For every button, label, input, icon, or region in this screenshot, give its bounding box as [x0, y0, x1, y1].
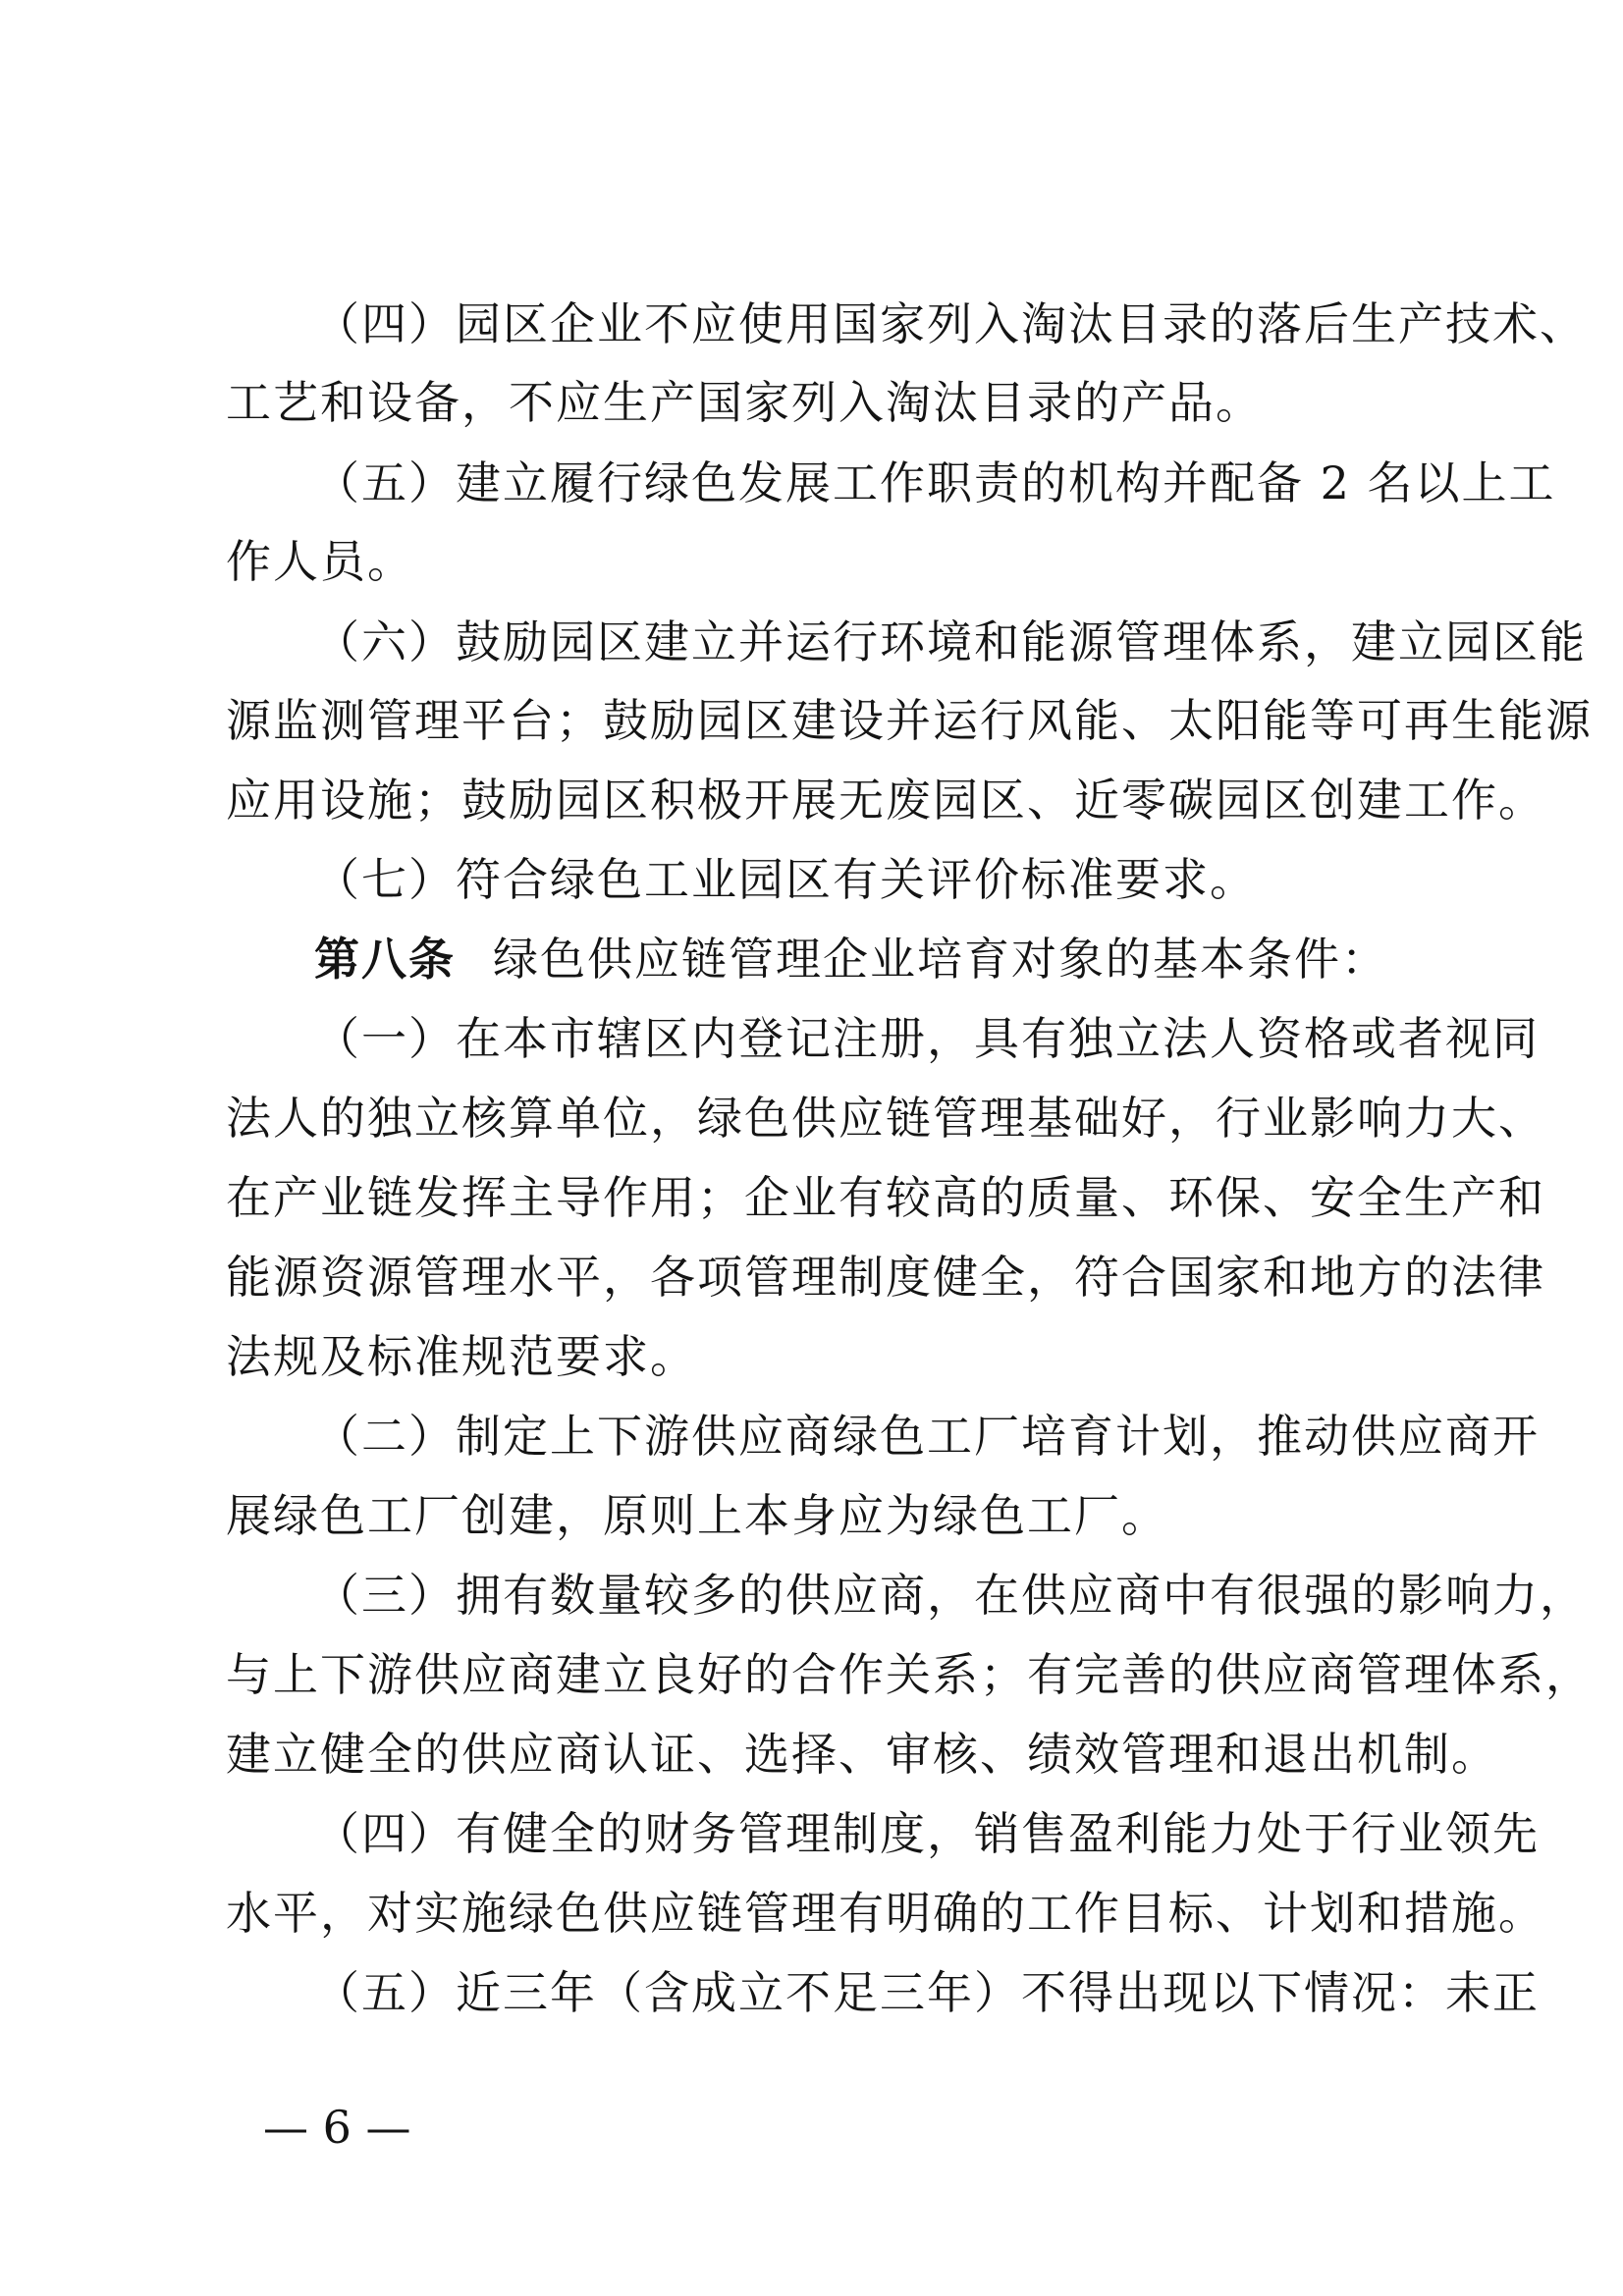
paragraph-line: （二）制定上下游供应商绿色工厂培育计划，推动供应商开 — [314, 1410, 1540, 1463]
paragraph-line: 法人的独立核算单位，绿色供应链管理基础好，行业影响力大、 — [226, 1092, 1545, 1145]
paragraph-line: 建立健全的供应商认证、选择、审核、绩效管理和退出机制。 — [226, 1728, 1498, 1781]
paragraph-line: （五）近三年（含成立不足三年）不得出现以下情况：未正 — [314, 1966, 1540, 2019]
paragraph-line: （三）拥有数量较多的供应商，在供应商中有很强的影响力， — [314, 1569, 1587, 1622]
article-heading-label: 第八条 — [314, 933, 456, 986]
paragraph-line: 水平，对实施绿色供应链管理有明确的工作目标、计划和措施。 — [226, 1887, 1545, 1940]
paragraph-line: （五）建立履行绿色发展工作职责的机构并配备 2 名以上工 — [314, 456, 1556, 509]
paragraph-line: 与上下游供应商建立良好的合作关系；有完善的供应商管理体系， — [226, 1648, 1593, 1701]
paragraph-line: 法规及标准规范要求。 — [226, 1330, 697, 1383]
paragraph-line: （一）在本市辖区内登记注册，具有独立法人资格或者视同 — [314, 1012, 1540, 1065]
paragraph-line: 工艺和设备，不应生产国家列入淘汰目录的产品。 — [226, 376, 1263, 429]
paragraph-line: 在产业链发挥主导作用；企业有较高的质量、环保、安全生产和 — [226, 1171, 1545, 1224]
paragraph-line: 能源资源管理水平，各项管理制度健全，符合国家和地方的法律 — [226, 1251, 1545, 1304]
article-heading-line — [314, 920, 1429, 998]
paragraph-line: 应用设施；鼓励园区积极开展无废园区、近零碳园区创建工作。 — [226, 774, 1545, 827]
page-number: — 6 — — [263, 2101, 411, 2154]
article-heading-text: 绿色供应链管理企业培育对象的基本条件： — [493, 933, 1388, 986]
paragraph-line: 源监测管理平台；鼓励园区建设并运行风能、太阳能等可再生能源 — [226, 694, 1593, 747]
paragraph-line: 作人员。 — [226, 535, 414, 588]
paragraph-line: （四）园区企业不应使用国家列入淘汰目录的落后生产技术、 — [314, 297, 1587, 350]
paragraph-line: （四）有健全的财务管理制度，销售盈利能力处于行业领先 — [314, 1807, 1540, 1860]
paragraph-line: 展绿色工厂创建，原则上本身应为绿色工厂。 — [226, 1489, 1168, 1542]
paragraph-line: （七）符合绿色工业园区有关评价标准要求。 — [314, 853, 1257, 906]
paragraph-line: （六）鼓励园区建立并运行环境和能源管理体系，建立园区能 — [314, 615, 1587, 668]
